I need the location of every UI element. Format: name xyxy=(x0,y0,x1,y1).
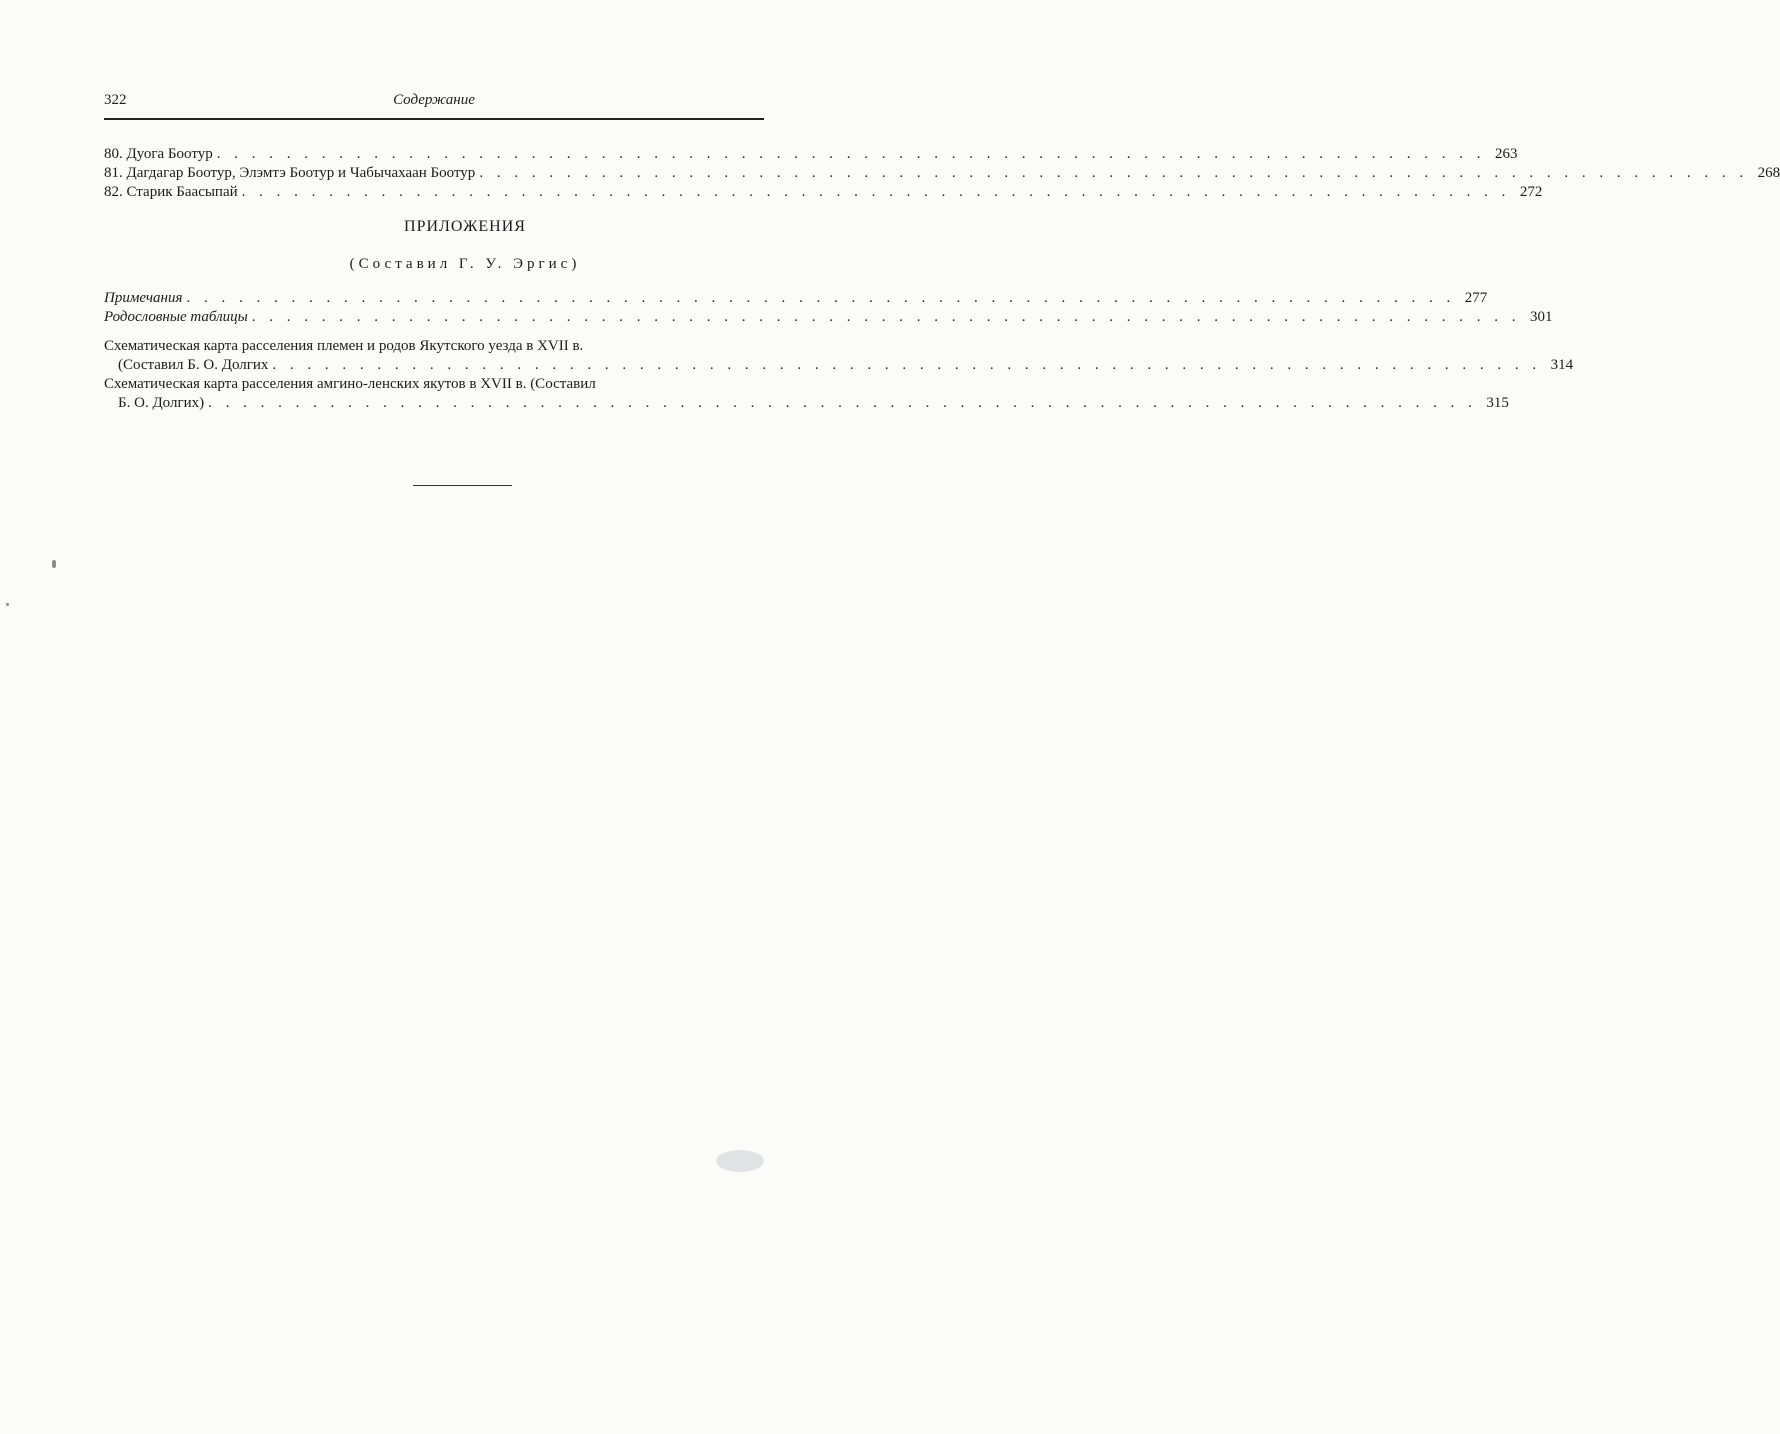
dot-leader: . . . . . . . . . . . . . . . . . . . . . . . . . . . . . . . . . . . . . . . . . . . . . . . . . . . . . . . . . . . . . . . . . . . . . . . . . xyxy=(208,395,1477,411)
map-entry-line: Схематическая карта расселения племен и родов Якутского уезда в XVII в. xyxy=(104,338,584,354)
dot-leader: . . . . . . . . . . . . . . . . . . . . . . . . . . . . . . . . . . . . . . . . . . . . . . . . . . . . . . . . . . . . . . . . . . . . . . . . . xyxy=(186,290,1456,306)
dot-leader: . . . . . . . . . . . . . . . . . . . . . . . . . . . . . . . . . . . . . . . . . . . . . . . . . . . . . . . . . . . . . . . . . . . . . . . . . xyxy=(479,165,1749,181)
dot-leader: . . . . . . . . . . . . . . . . . . . . . . . . . . . . . . . . . . . . . . . . . . . . . . . . . . . . . . . . . . . . . . . . . . . . . . . . . xyxy=(216,146,1486,162)
entry-page: 301 xyxy=(1530,309,1553,325)
entry-page: 263 xyxy=(1494,146,1518,162)
contents-entry xyxy=(104,356,1574,375)
paper-stain xyxy=(716,1150,764,1172)
entry-title: (Составил Б. О. Долгих xyxy=(118,357,269,373)
contents-entry xyxy=(104,164,1780,183)
maps-list xyxy=(104,337,1574,413)
entry-title: 82. Старик Баасыпай xyxy=(104,184,238,200)
contents-entry xyxy=(104,183,1543,202)
entry-page: 314 xyxy=(1550,357,1574,373)
appendix-list xyxy=(104,289,1553,327)
paper-speck xyxy=(52,560,56,568)
entry-title: Родословные таблицы xyxy=(104,309,248,325)
contents-entry xyxy=(104,145,1518,164)
entry-title: 80. Дуога Боотур xyxy=(104,146,213,162)
entry-title: Примечания xyxy=(104,290,183,306)
entry-page: 277 xyxy=(1464,290,1488,306)
paper-speck xyxy=(6,603,9,606)
dot-leader: . . . . . . . . . . . . . . . . . . . . . . . . . . . . . . . . . . . . . . . . . . . . . . . . . . . . . . . . . . . . . . . . . . . . . . . . . xyxy=(251,309,1521,325)
entry-page: 268 xyxy=(1757,165,1780,181)
page-number: 322 xyxy=(104,92,127,108)
map-entry-line: Схематическая карта расселения амгино-ленских якутов в XVII в. (Составил xyxy=(104,376,596,392)
contents-entry xyxy=(104,289,1488,308)
entry-title: 81. Дагдагар Боотур, Элэмтэ Боотур и Чабычахаан Боотур xyxy=(104,165,476,181)
appendix-heading: ПРИЛОЖЕНИЯ xyxy=(404,218,526,235)
running-header xyxy=(104,92,764,114)
entry-title: Б. О. Долгих) xyxy=(118,395,205,411)
header-rule xyxy=(104,118,764,120)
dot-leader: . . . . . . . . . . . . . . . . . . . . . . . . . . . . . . . . . . . . . . . . . . . . . . . . . . . . . . . . . . . . . . . . . . . . . . . . . xyxy=(241,184,1511,200)
running-title: Содержание xyxy=(393,92,475,108)
dot-leader: . . . . . . . . . . . . . . . . . . . . . . . . . . . . . . . . . . . . . . . . . . . . . . . . . . . . . . . . . . . . . . . . . . . . . . . . . xyxy=(272,357,1542,373)
contents-entry xyxy=(104,394,1509,413)
contents-list xyxy=(104,145,1780,202)
entry-page: 272 xyxy=(1519,184,1543,200)
contents-entry xyxy=(104,308,1553,327)
entry-page: 315 xyxy=(1486,395,1509,411)
appendix-compiler: (Составил Г. У. Эргис) xyxy=(349,256,581,272)
closing-rule xyxy=(413,485,512,486)
